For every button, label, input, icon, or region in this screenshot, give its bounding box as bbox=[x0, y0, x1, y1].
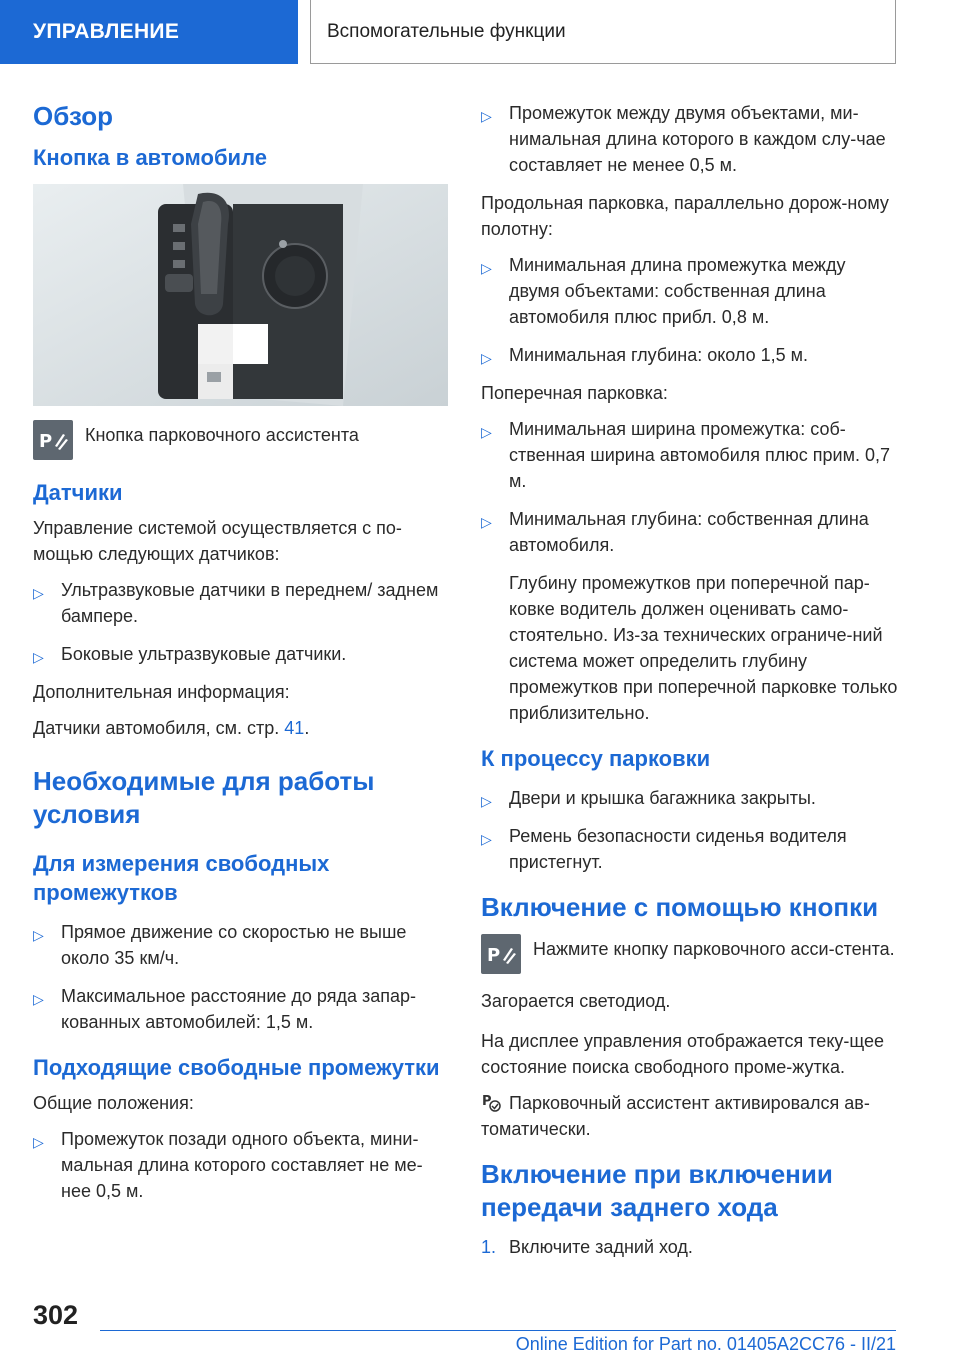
triangle-bullet-icon: ▷ bbox=[481, 350, 492, 366]
triangle-bullet-icon: ▷ bbox=[33, 585, 44, 601]
triangle-bullet-icon: ▷ bbox=[481, 424, 492, 440]
suitable-heading: Подходящие свободные промежутки bbox=[33, 1055, 440, 1080]
general-label: Общие положения: bbox=[33, 1093, 194, 1113]
measure-heading: Для измерения свободных промежутков bbox=[33, 851, 330, 905]
button-on-heading: Включение с помощью кнопки bbox=[481, 892, 879, 922]
triangle-bullet-icon: ▷ bbox=[33, 649, 44, 665]
triangle-bullet-icon: ▷ bbox=[33, 991, 44, 1007]
sensors-reference: Датчики автомобиля, см. стр. 41. bbox=[33, 718, 310, 738]
more-info: Дополнительная информация: bbox=[33, 682, 290, 702]
park-assist-button-icon bbox=[481, 934, 521, 974]
list-item: ▷ Промежуток позади одного объекта, мини-мальная длина которого составляет не ме-нее 0,5 м. bbox=[33, 1129, 423, 1201]
led-text: Загорается светодиод. bbox=[481, 991, 671, 1011]
list-item: ▷ Двери и крышка багажника закрыты. bbox=[481, 785, 899, 811]
perpendicular-label: Поперечная парковка: bbox=[481, 383, 668, 403]
triangle-bullet-icon: ▷ bbox=[481, 108, 492, 124]
button-caption: Кнопка парковочного ассистента bbox=[85, 425, 359, 445]
list-item: ▷ Минимальная глубина: около 1,5 м. bbox=[481, 342, 899, 368]
triangle-bullet-icon: ▷ bbox=[33, 927, 44, 943]
sensors-heading: Датчики bbox=[33, 480, 123, 505]
auto-text: P Парковочный ассистент активировался ав-томатически. bbox=[481, 1093, 870, 1139]
park-assist-button-icon bbox=[33, 420, 73, 460]
step-item: 1. Включите задний ход. bbox=[481, 1237, 693, 1257]
triangle-bullet-icon: ▷ bbox=[481, 793, 492, 809]
svg-text:P: P bbox=[487, 945, 501, 966]
button-on-row bbox=[481, 934, 899, 974]
list-item: ▷ Минимальная глубина: собственная длина автомобиля. Глубину промежутков при поперечной пар-ковке водитель должен оценивать само-стоятельно. Из-за технических ограниче-ний система может определить глубину промежутков при поперечной парковке только приблизительно. bbox=[481, 506, 899, 726]
console-photo bbox=[33, 184, 448, 406]
process-heading: К процессу парковки bbox=[481, 746, 711, 771]
overview-heading: Обзор bbox=[33, 101, 113, 131]
section-tab: УПРАВЛЕНИЕ bbox=[0, 0, 298, 64]
left-column bbox=[33, 100, 448, 1216]
triangle-bullet-icon: ▷ bbox=[481, 514, 492, 530]
list-item: ▷ Ремень безопасности сиденья водителя пристегнут. bbox=[481, 826, 847, 872]
svg-text:P: P bbox=[39, 431, 53, 452]
list-item: ▷ Боковые ультразвуковые датчики. bbox=[33, 641, 448, 667]
park-assist-active-icon bbox=[481, 1092, 503, 1112]
list-item: ▷ Промежуток между двумя объектами, ми-нимальная длина которого в каждом слу-чае составляет не менее 0,5 м. bbox=[481, 103, 886, 175]
list-item: ▷ Минимальная ширина промежутка: соб-ственная ширина автомобиля плюс прим. 0,7 м. bbox=[481, 419, 890, 491]
perpendicular-note: Глубину промежутков при поперечной пар-ковке водитель должен оценивать само-стоятельно. Из-за технических ограниче-ний система может определить глубину промежутков при поперечной парковке только приблизительно. bbox=[509, 573, 898, 723]
footer-divider bbox=[100, 1330, 896, 1331]
sensors-intro: Управление системой осуществляется с по-мощью следующих датчиков: bbox=[33, 518, 402, 564]
center-console-illustration bbox=[33, 184, 448, 406]
display-text: На дисплее управления отображается теку-щее состояние поиска свободного проме-жутка. bbox=[481, 1031, 885, 1077]
page-link[interactable]: 41 bbox=[284, 718, 305, 738]
reverse-heading: Включение при включении передачи заднего хода bbox=[481, 1159, 833, 1222]
page-number: 302 bbox=[33, 1300, 79, 1330]
button-heading: Кнопка в автомобиле bbox=[33, 145, 267, 170]
list-item: ▷ Минимальная длина промежутка между двумя объектами: собственная длина автомобиля плюс прибл. 0,8 м. bbox=[481, 255, 846, 327]
conditions-heading: Необходимые для работы условия bbox=[33, 766, 375, 829]
triangle-bullet-icon: ▷ bbox=[481, 260, 492, 276]
triangle-bullet-icon: ▷ bbox=[33, 1134, 44, 1150]
svg-text:P: P bbox=[482, 1094, 492, 1109]
list-item: ▷ Ультразвуковые датчики в переднем/ заднем бампере. bbox=[33, 580, 439, 626]
right-column bbox=[481, 100, 899, 1260]
list-item: ▷ Прямое движение со скоростью не выше около 35 км/ч. bbox=[33, 922, 407, 968]
list-item: ▷ Максимальное расстояние до ряда запар-кованных автомобилей: 1,5 м. bbox=[33, 986, 417, 1032]
edition-footer: Online Edition for Part no. 01405A2CC76 - II/21 bbox=[515, 1334, 896, 1354]
button-caption-row bbox=[33, 420, 448, 460]
button-on-text: Нажмите кнопку парковочного асси-стента. bbox=[533, 939, 895, 959]
chapter-title: Вспомогательные функции bbox=[310, 0, 896, 64]
parallel-label: Продольная парковка, параллельно дорож-ному полотну: bbox=[481, 193, 889, 239]
triangle-bullet-icon: ▷ bbox=[481, 831, 492, 847]
